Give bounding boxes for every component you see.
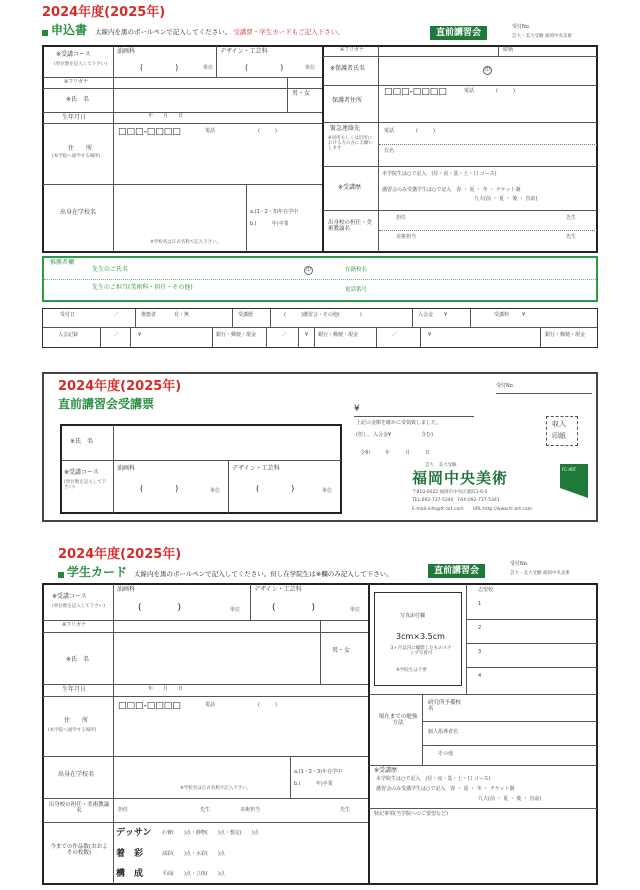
form2-receipt-no: 受付No. bbox=[496, 383, 515, 389]
office-r1-3: 有・無 bbox=[174, 312, 190, 318]
office-r2-4: ／ bbox=[282, 332, 288, 338]
form1-history-2: 講習会のみ受講学生は○で記入 春 ・ 夏 ・ 冬 ・ チケット制 bbox=[382, 187, 521, 193]
form2-logo-badge: FC-ART bbox=[562, 467, 577, 472]
form3-history-1: 本学院生は○で記入 (昼・夜・基・土・日 コース) bbox=[376, 776, 491, 782]
form1-name-label: ※氏 名 bbox=[66, 96, 90, 103]
form1-grad: b.( 年)卒業 bbox=[250, 221, 289, 227]
form2-course-label: ※受講コース bbox=[64, 469, 99, 476]
form3-works-1-value: 油彩( )点・水彩( )点 bbox=[162, 851, 225, 857]
form1-emergency-phone-paren: ( ) bbox=[416, 128, 435, 134]
form2-date: 令和 年 月 日 bbox=[360, 450, 431, 456]
form3-address-label: 住 所 bbox=[64, 717, 89, 724]
form2-logo-small: 芸大 美大受験 bbox=[425, 463, 457, 468]
form2-inner-frame bbox=[60, 424, 342, 514]
form2-received-2: (但し、入会金¥ 含む) bbox=[356, 432, 434, 438]
form3-receipt-no: 受付No. bbox=[510, 561, 529, 567]
form3-history-2: 講習会のみ受講学生は○で記入 春 ・ 夏 ・ 冬 ・ チケット制 bbox=[376, 786, 515, 792]
form1-furigana: ※フリガナ bbox=[64, 79, 88, 85]
form2-received: 上記の金額を確かに受領致しました。 bbox=[356, 420, 442, 426]
office-r2-9: 銀行・郵便・現金 bbox=[545, 332, 586, 338]
form3-photo: 写真添付欄 bbox=[400, 613, 426, 619]
form1-guardian-phone-paren: ( ) bbox=[496, 88, 515, 94]
form2-tel: TEL:092-737-5340 FAX:092-737-5341 bbox=[412, 498, 500, 503]
form3-title: 学生カード bbox=[67, 565, 128, 579]
office-r1-5: ( )講習会・その他( ) bbox=[284, 312, 362, 318]
office-r2-1: ／ bbox=[114, 332, 120, 338]
form1-course-note: (単位数を記入して下さい) bbox=[54, 62, 108, 67]
form3-grad: b.( 年)卒業 bbox=[294, 781, 333, 787]
form1-address-label: 住 所 bbox=[68, 145, 93, 152]
form1-emergency-name: 氏名 bbox=[384, 148, 395, 154]
form1-address-note: (本学院へ通学する場所) bbox=[52, 154, 101, 159]
form3-name-label: ※氏 名 bbox=[66, 656, 90, 663]
form3-study-label: 現在までの勉強方法 bbox=[378, 714, 418, 727]
form1-birth-value: 年 月 日 bbox=[148, 113, 184, 119]
form3-instruction: 太線内を黒のボールペンで記入してください。但し在学院生は※欄のみ記入して下さい。 bbox=[133, 570, 393, 578]
form2-year: 2024年度(2025年) bbox=[58, 379, 182, 394]
office-r1-0: 受付日 bbox=[60, 312, 76, 318]
form3-birth-value: 年 月 日 bbox=[148, 686, 184, 692]
form1-title: 申込書 bbox=[51, 23, 88, 37]
form3-photo-note: 3ヶ月以内に撮影したものスナップ写真可 bbox=[390, 646, 452, 657]
rec-seal-icon: 印 bbox=[304, 266, 313, 275]
form1-design-paren: ( ) bbox=[245, 63, 284, 72]
office-r2-8: ¥ bbox=[428, 332, 432, 338]
form3-teacher-label: 出身校の担任・美術教諭名 bbox=[48, 802, 110, 815]
form1-tannin-sensei: 先生 bbox=[566, 215, 577, 221]
form3-furigana: ※フリガナ bbox=[62, 622, 86, 628]
form3-school-label: 出身在学校名 bbox=[58, 771, 95, 778]
form1-emergency-note: ※居所もしくは近所における方の方にお願いします bbox=[328, 136, 373, 152]
form3-wish-4: 4 bbox=[478, 673, 482, 679]
form2-oil: 油画科 bbox=[117, 465, 136, 472]
form3-course-note: (単位数を記入して下さい) bbox=[52, 604, 106, 609]
form2-design-paren: ( ) bbox=[256, 484, 295, 493]
rec-label: 推薦者欄 bbox=[50, 259, 75, 266]
form3-history-label: ※受講歴 bbox=[374, 767, 398, 774]
form3-study-1: 個人指導者名 bbox=[428, 729, 459, 735]
form1-teacher-label: 出身校の担任・美術教諭名 bbox=[328, 220, 373, 233]
form1-emergency-phone: 電話 bbox=[384, 128, 395, 134]
form1-emergency: 緊急連絡先 bbox=[330, 125, 361, 132]
form3-school-note: ※学校名は正式名称で記入下さい。 bbox=[180, 786, 252, 791]
seal-stamp-icon: 印 bbox=[483, 66, 492, 75]
form3-wish-1: 1 bbox=[478, 601, 482, 607]
form2-title: 直前講習会受講票 bbox=[58, 397, 155, 411]
form3-works-label: 今までの作品数(おおよその枚数) bbox=[50, 844, 108, 857]
form3-design: デザイン・工芸科 bbox=[254, 586, 302, 593]
form3-title-row bbox=[58, 566, 393, 580]
form1-school-label: 出身在学校名 bbox=[60, 209, 97, 216]
form3-school-small: 芸大・美大受験 福岡中央美術 bbox=[510, 571, 570, 576]
form1-history-1: 本学院生は○で記入 (昼・夜・基・土・日 コース) bbox=[382, 171, 497, 177]
form2-logo-name: 福岡中央美術 bbox=[412, 469, 509, 487]
form3-wish-3: 3 bbox=[478, 649, 482, 655]
form1-oil: 油画科 bbox=[117, 48, 136, 55]
form3-history-3: 九大(前 ・ 夏 ・ 後 ・ 直前) bbox=[478, 796, 542, 802]
form3-grade: a.(1・2・3)年在学中 bbox=[294, 769, 343, 775]
form2-course-note: (単位数を記入して下さい) bbox=[64, 480, 107, 491]
form1-history-3: 九大(前 ・ 夏 ・ 後 ・ 直前) bbox=[474, 196, 538, 202]
form2-yen: ¥ bbox=[354, 404, 360, 414]
form3-design-unit: 単位 bbox=[350, 607, 361, 613]
office-r1-2: 推薦者 bbox=[141, 312, 157, 318]
form3-study-2: その他 bbox=[438, 751, 454, 757]
rec-contact: 先生のご担当(美術科・担任・その他) bbox=[92, 284, 193, 291]
form1-course-label: ※受講コース bbox=[56, 51, 91, 58]
form3-works-1-label: 着 彩 bbox=[116, 849, 144, 859]
form1-school-small: 芸大・美大受験 福岡中央美術 bbox=[512, 34, 572, 39]
form1-oil-paren: ( ) bbox=[140, 63, 179, 72]
form1-bijutsu: 美術担当 bbox=[396, 234, 417, 240]
form3-bijutsu-sensei: 先生 bbox=[340, 807, 351, 813]
form1-birth-label: 生年月日 bbox=[62, 114, 87, 121]
form1-oil-unit: 単位 bbox=[203, 65, 214, 71]
form3-notes: 特記事項(当学院へのご要望など) bbox=[374, 811, 448, 817]
form3-address-note: (本学院へ通学する場所) bbox=[48, 728, 97, 733]
form1-year: 2024年度(2025年) bbox=[42, 5, 166, 20]
form1-guardian-furigana: ※フリガナ bbox=[340, 47, 364, 53]
form1-guardian-phone: 電話 bbox=[464, 88, 475, 94]
office-r1-6: 入会金 bbox=[418, 312, 434, 318]
form3-year: 2024年度(2025年) bbox=[58, 547, 182, 562]
office-r2-2: ¥ bbox=[138, 332, 142, 338]
form1-relation: 続柄 bbox=[503, 47, 514, 53]
form2-design: デザイン・工芸科 bbox=[232, 465, 280, 472]
green-square-icon bbox=[58, 572, 64, 578]
office-r1-9: ¥ bbox=[522, 312, 526, 318]
form2-oil-unit: 単位 bbox=[210, 488, 221, 494]
form1-history-label: ※受講歴 bbox=[338, 184, 362, 191]
form3-oil-paren: ( ) bbox=[138, 603, 182, 613]
office-r2-3: 銀行・郵便・現金 bbox=[216, 332, 257, 338]
form3-works-2-label: 構 成 bbox=[116, 869, 144, 879]
office-r1-8: 受講料 bbox=[494, 312, 510, 318]
form2-oil-paren: ( ) bbox=[140, 484, 179, 493]
form1-tannin: 担任 bbox=[396, 215, 407, 221]
form3-oil-unit: 単位 bbox=[230, 607, 241, 613]
form2-shuin: 収入 bbox=[552, 420, 566, 428]
form1-school-note: ※学校名は正式名称で記入下さい。 bbox=[150, 240, 222, 245]
office-r1-4: 受講歴 bbox=[238, 312, 254, 318]
office-r2-7: ／ bbox=[392, 332, 398, 338]
form3-course-label: ※受講コース bbox=[52, 593, 87, 600]
form1-design-unit: 単位 bbox=[305, 65, 316, 71]
office-r2-5: ¥ bbox=[305, 332, 309, 338]
form3-phone-paren: ( ) bbox=[258, 702, 277, 708]
form3-sex: 男・女 bbox=[332, 647, 351, 654]
form1-postal: □□□-□□□□ bbox=[118, 127, 181, 137]
form3-badge: 直前講習会 bbox=[428, 564, 485, 578]
form2-inshi: 印紙 bbox=[552, 432, 566, 440]
form2-web: E-mail:info@fc-art.com URL:http://www.fc-art.com bbox=[412, 507, 533, 512]
form1-phone: 電話 bbox=[205, 128, 216, 134]
form1-sex: 男・女 bbox=[292, 90, 311, 97]
form3-photo-size: 3cm×3.5cm bbox=[396, 632, 445, 641]
form3-works-0-label: デッサン bbox=[116, 828, 152, 838]
form1-bijutsu-sensei: 先生 bbox=[566, 234, 577, 240]
form3-tannin: 担任 bbox=[118, 807, 129, 813]
form2-name-label: ※氏 名 bbox=[70, 438, 94, 445]
form2-design-unit: 単位 bbox=[322, 488, 333, 494]
form3-study-0: 研究所予備校名 bbox=[428, 700, 462, 713]
form1-instruction-red: 受講票・学生カードもご記入下さい。 bbox=[233, 28, 344, 36]
form2-address: 〒810-0022 福岡市中央区薬院1-6-5 bbox=[412, 490, 488, 495]
rec-phone: 電話番号 bbox=[345, 287, 368, 293]
form1-receipt-no: 受付No. bbox=[512, 24, 531, 30]
form3-bijutsu: 美術担当 bbox=[240, 807, 261, 813]
form3-oil: 油画科 bbox=[117, 586, 136, 593]
form1-instruction: 太線内を黒のボールペンで記入してください。 bbox=[94, 28, 232, 36]
form3-photo-note2: ※学院生は不要 bbox=[396, 668, 427, 673]
form3-birth-label: 生年月日 bbox=[62, 686, 87, 693]
office-r1-1: ／ bbox=[114, 312, 120, 318]
form1-title-row bbox=[42, 24, 344, 38]
form3-works-0-value: 石膏( )点・静物( )点・想定( )点 bbox=[162, 830, 259, 836]
form1-guardian-postal: □□□-□□□□ bbox=[384, 87, 447, 97]
form1-grade: a.(1・2・3)年在学中 bbox=[250, 209, 299, 215]
form1-guardian-label: ※保護者氏名 bbox=[330, 65, 366, 72]
form1-design: デザイン・工芸科 bbox=[220, 48, 268, 55]
form1-guardian-addr: 保護者住所 bbox=[332, 97, 363, 104]
green-square-icon bbox=[42, 30, 48, 36]
form3-wish: 志望校 bbox=[478, 587, 494, 593]
rec-name: 先生のご氏名 bbox=[92, 266, 129, 273]
form1-badge: 直前講習会 bbox=[430, 26, 487, 40]
office-r1-7: ¥ bbox=[444, 312, 448, 318]
rec-school: 在籍校名 bbox=[345, 267, 368, 273]
form3-works-2-value: 平面( )点・立体( )点 bbox=[162, 871, 225, 877]
office-r2-6: 銀行・郵便・現金 bbox=[318, 332, 359, 338]
office-r2-0: 入会記録 bbox=[58, 332, 79, 338]
form1-phone-paren: ( ) bbox=[258, 128, 277, 134]
form3-design-paren: ( ) bbox=[272, 603, 316, 613]
form3-tannin-sensei: 先生 bbox=[200, 807, 211, 813]
form3-phone: 電話 bbox=[205, 702, 216, 708]
form3-postal: □□□-□□□□ bbox=[118, 701, 181, 711]
form3-wish-2: 2 bbox=[478, 625, 482, 631]
